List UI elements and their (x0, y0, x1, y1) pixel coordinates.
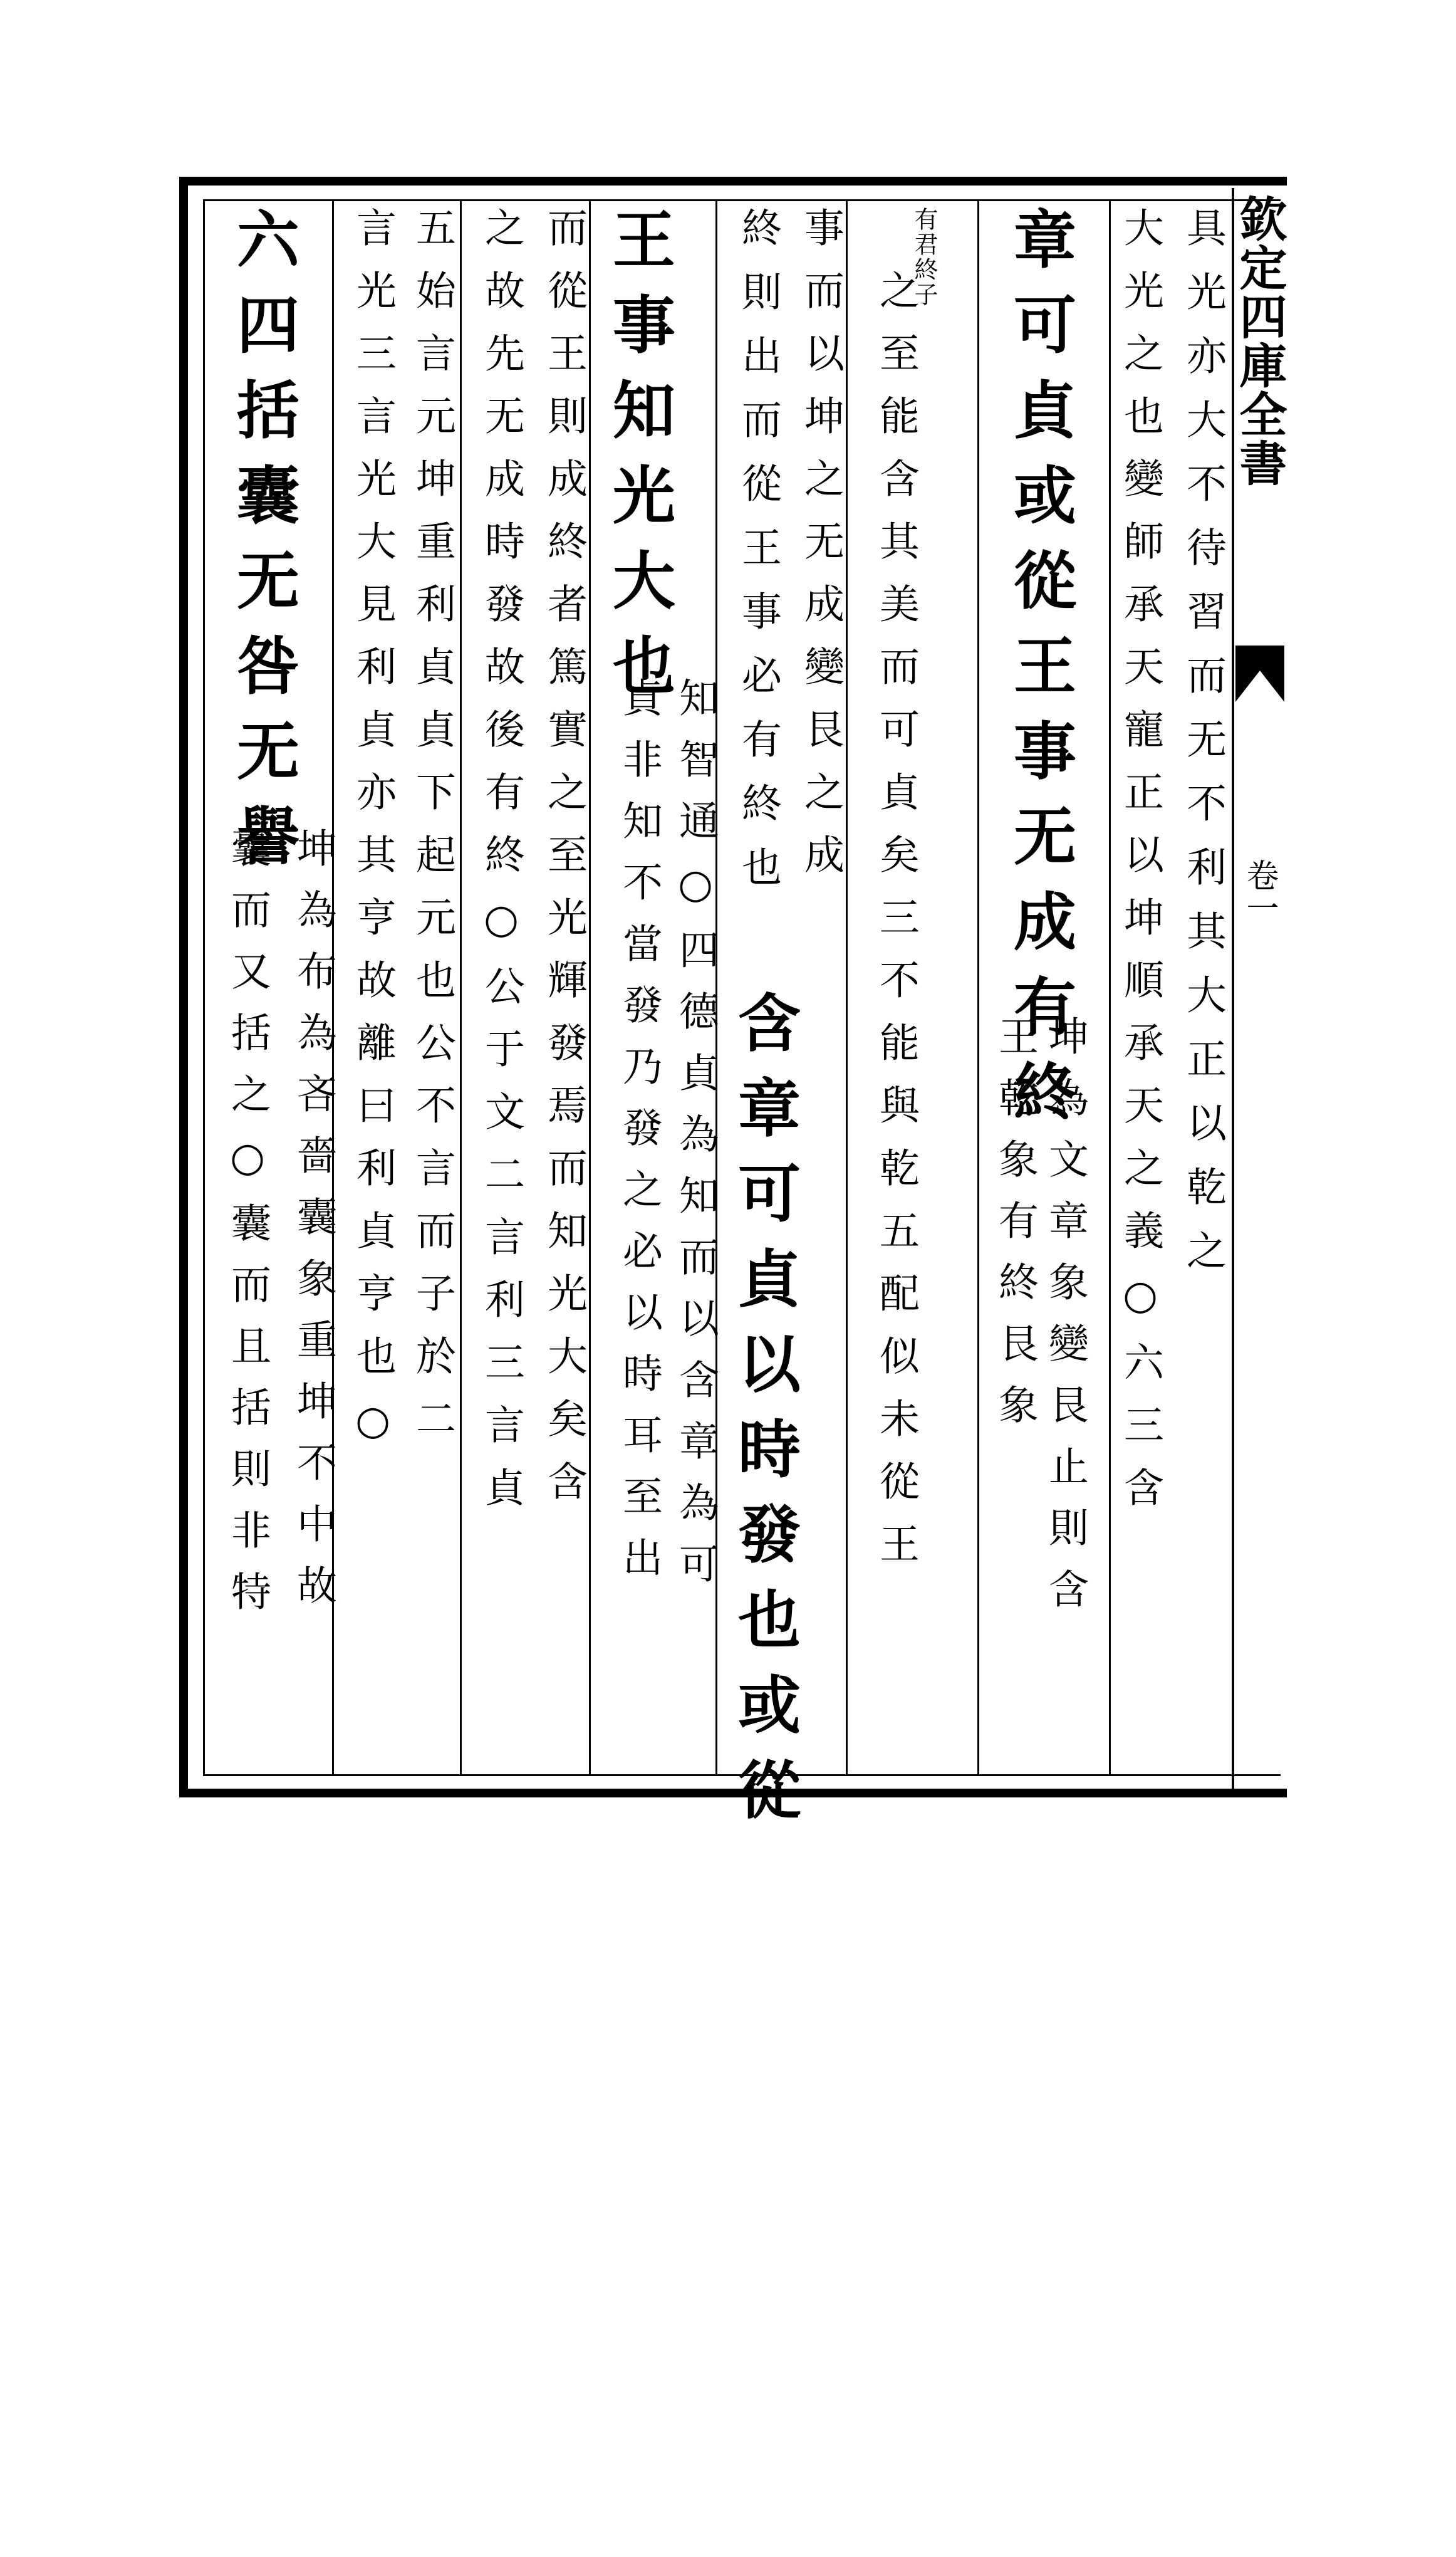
text-column: 五始言元坤重利貞貞下起元也公不言而子於二 (409, 207, 455, 1460)
text-column: 大光之也變師承天寵正以坤順承天之義○六三含 (1117, 207, 1163, 1529)
volume-label: 卷一 (1240, 859, 1278, 924)
note-mini: 有君終子 (910, 207, 938, 307)
commentary-column: 坤為布為吝嗇囊象重坤不中故 (290, 827, 336, 1626)
text-column: 言光三言光大見利貞亦其亨故離曰利貞亨也○ (350, 207, 396, 1467)
text-column-large: 含章可貞以時發也或從 (727, 990, 801, 1843)
commentary-column: 知智通○四德貞為知而以含章為可 (672, 677, 719, 1604)
text-column-large: 六四括囊无咎无譽 (226, 207, 300, 889)
commentary-column: 坤為文章象變艮止則含 (1042, 1015, 1088, 1629)
column-rule (977, 201, 979, 1775)
text-column-large: 王事知光大也 (602, 207, 676, 718)
commentary-column: 囊而又括之○囊而且括則非特 (224, 827, 271, 1632)
fish-tail-icon (1235, 646, 1284, 702)
book-title: 欽定四庫全書 (1232, 194, 1287, 488)
text-column: 之故先无成時發故後有終○公于文二言利三言貞 (478, 207, 524, 1529)
text-column: 具光亦大不待習而无不利其大正以乾之 (1180, 207, 1226, 1294)
commentary-column: 貞非知不當發乃發之必以時耳至出 (616, 677, 662, 1598)
text-column-large: 章可貞或從王事无成有終 (1003, 207, 1077, 1144)
text-column: 事而以坤之无成變艮之成 (798, 207, 844, 896)
commentary-column: 王乾象有終艮象 (992, 1015, 1038, 1445)
text-column: 之至能含其美而可貞矣三不能與乾五配似未從王 (873, 269, 919, 1586)
text-column: 而從王則成終者篤實之至光輝發焉而知光大矣含 (541, 207, 587, 1523)
text-column: 終則出而從王事必有終也 (735, 207, 781, 910)
